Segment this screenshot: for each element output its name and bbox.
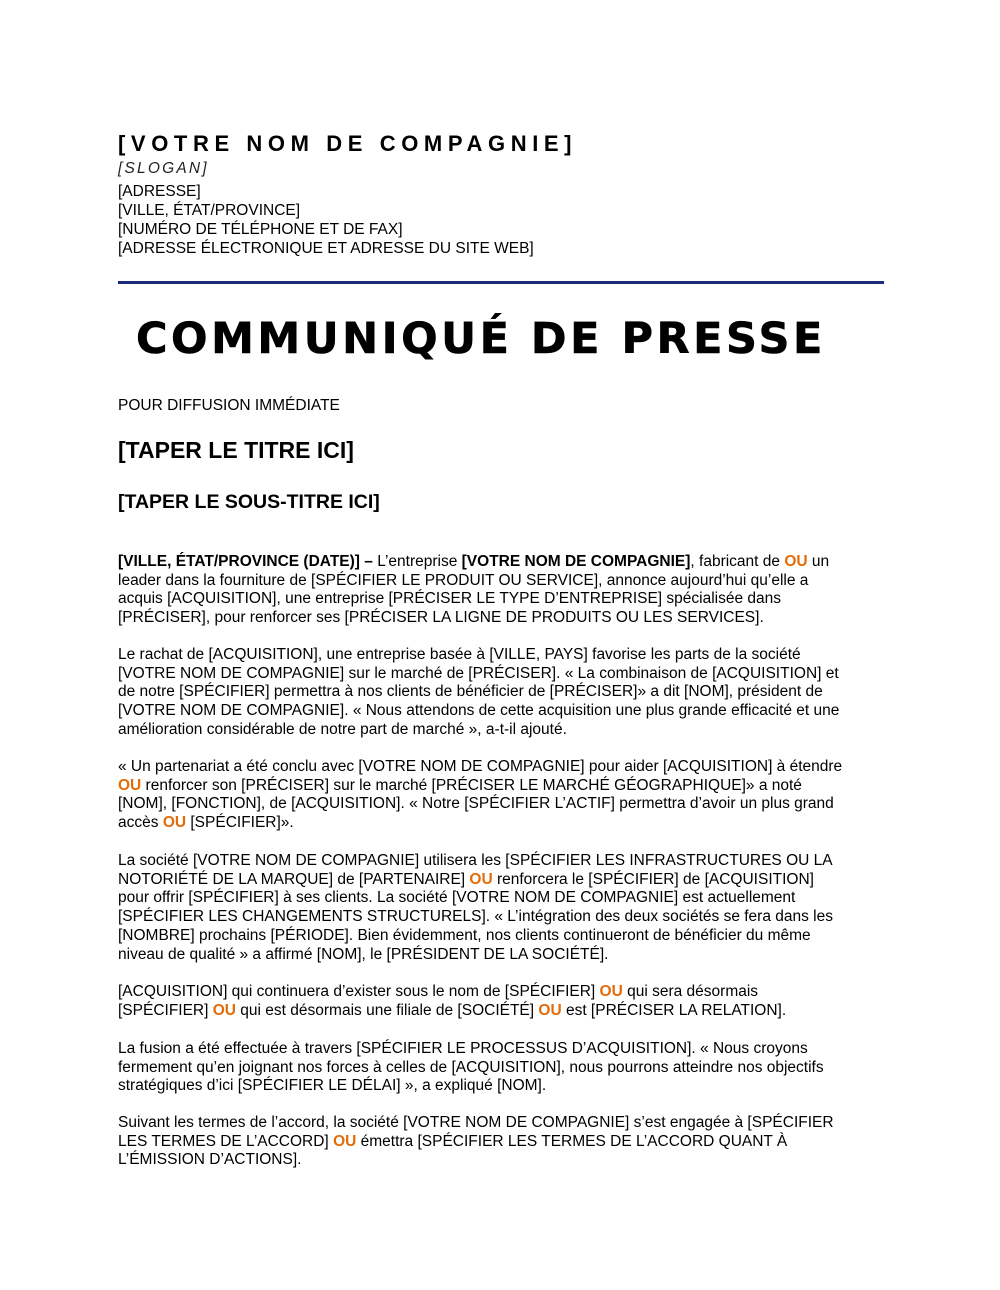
text-run: L’entreprise bbox=[372, 553, 462, 570]
paragraph-line bbox=[118, 908, 884, 927]
phone-fax-line: [NUMÉRO DE TÉLÉPHONE ET DE FAX] bbox=[118, 221, 403, 238]
paragraph-line bbox=[118, 609, 884, 628]
text-run: amélioration considérable de notre part de marché », a-t-il ajouté. bbox=[118, 720, 567, 738]
headline: [TAPER LE TITRE ICI] bbox=[118, 437, 354, 463]
paragraph-line bbox=[118, 590, 884, 609]
paragraph-line bbox=[118, 646, 884, 665]
or-marker: OU bbox=[784, 553, 808, 570]
paragraph-line bbox=[118, 665, 884, 684]
paragraph-line bbox=[118, 572, 884, 591]
text-run: accès bbox=[118, 814, 163, 832]
text-run: un bbox=[807, 553, 830, 570]
body-paragraph bbox=[118, 852, 884, 964]
subheadline: [TAPER LE SOUS-TITRE ICI] bbox=[118, 491, 380, 513]
paragraph-line bbox=[118, 795, 884, 814]
text-run: , fabricant de bbox=[690, 553, 785, 570]
paragraph-line bbox=[118, 1077, 884, 1096]
paragraph-line bbox=[118, 1151, 884, 1170]
or-marker: OU bbox=[333, 1132, 357, 1150]
text-run: [SPÉCIFIER]». bbox=[186, 814, 294, 832]
paragraph-line bbox=[118, 889, 884, 908]
text-run: La société [VOTRE NOM DE COMPAGNIE] utilisera les [SPÉCIFIER LES INFRASTRUCTURES OU LA bbox=[118, 852, 833, 869]
paragraph-line bbox=[118, 553, 884, 572]
paragraph-line bbox=[118, 1114, 884, 1133]
text-run: renforcera le [SPÉCIFIER] de [ACQUISITION] bbox=[492, 870, 814, 888]
text-run: [NOMBRE] prochains [PÉRIODE]. Bien évidemment, nos clients continueront de bénéficier du même bbox=[118, 926, 811, 944]
text-run: fermement qu’en joignant nos forces à celles de [ACQUISITION], nous pourrons atteindre nos objectifs bbox=[118, 1058, 824, 1076]
body-paragraph bbox=[118, 1114, 884, 1170]
paragraph-line bbox=[118, 927, 884, 946]
or-marker: OU bbox=[162, 814, 187, 832]
text-run: leader dans la fourniture de [SPÉCIFIER LE PRODUIT OU SERVICE], annonce aujourd’hui qu’elle a bbox=[118, 571, 809, 589]
body-paragraph bbox=[118, 758, 884, 833]
text-run: qui est désormais une filiale de [SOCIÉTÉ] bbox=[236, 1001, 539, 1019]
or-marker: OU bbox=[599, 983, 623, 1000]
text-run: La fusion a été effectuée à travers [SPÉCIFIER LE PROCESSUS D’ACQUISITION]. « Nous croyons bbox=[118, 1040, 808, 1057]
text-run: est [PRÉCISER LA RELATION]. bbox=[561, 1001, 787, 1019]
paragraph-line bbox=[118, 852, 884, 871]
text-run: niveau de qualité » a affirmé [NOM], le [PRÉSIDENT DE LA SOCIÉTÉ]. bbox=[118, 945, 609, 963]
text-run: Le rachat de [ACQUISITION], une entreprise basée à [VILLE, PAYS] favorise les parts de la société bbox=[118, 646, 801, 663]
text-run: [NOM], [FONCTION], de [ACQUISITION]. « Notre [SPÉCIFIER L’ACTIF] permettra d’avoir un plus grand bbox=[118, 795, 834, 813]
text-run: pour offrir [SPÉCIFIER] à ses clients. La société [VOTRE NOM DE COMPAGNIE] est actuellement bbox=[118, 889, 796, 907]
text-run: [VOTRE NOM DE COMPAGNIE]. « Nous attendons de cette acquisition une plus grande efficacité et une bbox=[118, 702, 840, 720]
address-line: [ADRESSE] bbox=[118, 183, 201, 200]
text-run: LES TERMES DE L’ACCORD] bbox=[118, 1132, 334, 1150]
text-run: renforcer son [PRÉCISER] sur le marché [PRÉCISER LE MARCHÉ GÉOGRAPHIQUE]» a noté bbox=[141, 776, 802, 794]
text-run: [PRÉCISER], pour renforcer ses [PRÉCISER LA LIGNE DE PRODUITS OU LES SERVICES]. bbox=[118, 609, 764, 627]
text-run: « Un partenariat a été conclu avec [VOTRE NOM DE COMPAGNIE] pour aider [ACQUISITION] à étendre bbox=[118, 758, 843, 775]
paragraph-line bbox=[118, 777, 884, 796]
paragraph-line bbox=[118, 683, 884, 702]
body-paragraph bbox=[118, 646, 884, 740]
body-paragraph bbox=[118, 553, 884, 628]
paragraph-line bbox=[118, 1059, 884, 1078]
text-run: L’ÉMISSION D’ACTIONS]. bbox=[118, 1151, 302, 1169]
or-marker: OU bbox=[538, 1001, 562, 1019]
text-run: [SPÉCIFIER] bbox=[118, 1001, 213, 1019]
paragraph-line bbox=[118, 1133, 884, 1152]
paragraph-line bbox=[118, 721, 884, 740]
text-run: [ACQUISITION] qui continuera d’exister sous le nom de [SPÉCIFIER] bbox=[118, 983, 600, 1000]
or-marker: OU bbox=[118, 776, 142, 794]
text-run: acquis [ACQUISITION], une entreprise [PRÉCISER LE TYPE D’ENTREPRISE] spécialisée dans bbox=[118, 590, 782, 608]
company-name: [VOTRE NOM DE COMPAGNIE] bbox=[118, 131, 578, 156]
text-run: [SPÉCIFIER LES CHANGEMENTS STRUCTURELS]. « L’intégration des deux sociétés se fera dans les bbox=[118, 908, 833, 926]
text-run: de notre [SPÉCIFIER] permettra à nos clients de bénéficier de [PRÉCISER]» a dit [NOM], président de bbox=[118, 683, 823, 701]
text-run: émettra [SPÉCIFIER LES TERMES DE L’ACCORD QUANT À bbox=[356, 1132, 788, 1150]
or-marker: OU bbox=[469, 870, 493, 888]
text-run: NOTORIÉTÉ DE LA MARQUE] de [PARTENAIRE] bbox=[118, 870, 470, 888]
bold-text: [VILLE, ÉTAT/PROVINCE (DATE)] – bbox=[118, 553, 373, 570]
release-note: POUR DIFFUSION IMMÉDIATE bbox=[118, 397, 340, 414]
paragraph-line bbox=[118, 702, 884, 721]
text-run: qui sera désormais bbox=[622, 983, 759, 1000]
paragraph-line bbox=[118, 1040, 884, 1059]
text-run: Suivant les termes de l’accord, la société [VOTRE NOM DE COMPAGNIE] s’est engagée à [SPÉCIFIER bbox=[118, 1114, 834, 1131]
body-paragraph bbox=[118, 1040, 884, 1096]
slogan: [SLOGAN] bbox=[118, 160, 209, 177]
body-paragraph bbox=[118, 983, 884, 1020]
paragraph-line bbox=[118, 946, 884, 965]
city-state-line: [VILLE, ÉTAT/PROVINCE] bbox=[118, 202, 301, 219]
document-title: COMMUNIQUÉ DE PRESSE bbox=[136, 314, 826, 364]
text-run: stratégiques d’ici [SPÉCIFIER LE DÉLAI] », a expliqué [NOM]. bbox=[118, 1077, 547, 1095]
or-marker: OU bbox=[212, 1001, 236, 1019]
paragraph-line bbox=[118, 983, 884, 1002]
paragraph-line bbox=[118, 814, 884, 833]
text-run: [VOTRE NOM DE COMPAGNIE] sur le marché de [PRÉCISER]. « La combinaison de [ACQUISITION] et bbox=[118, 664, 839, 682]
paragraph-line bbox=[118, 758, 884, 777]
bold-text: [VOTRE NOM DE COMPAGNIE] bbox=[461, 553, 691, 570]
header-divider bbox=[118, 281, 884, 284]
paragraph-line bbox=[118, 1002, 884, 1021]
paragraph-line bbox=[118, 871, 884, 890]
email-website-line: [ADRESSE ÉLECTRONIQUE ET ADRESSE DU SITE WEB] bbox=[118, 240, 534, 257]
